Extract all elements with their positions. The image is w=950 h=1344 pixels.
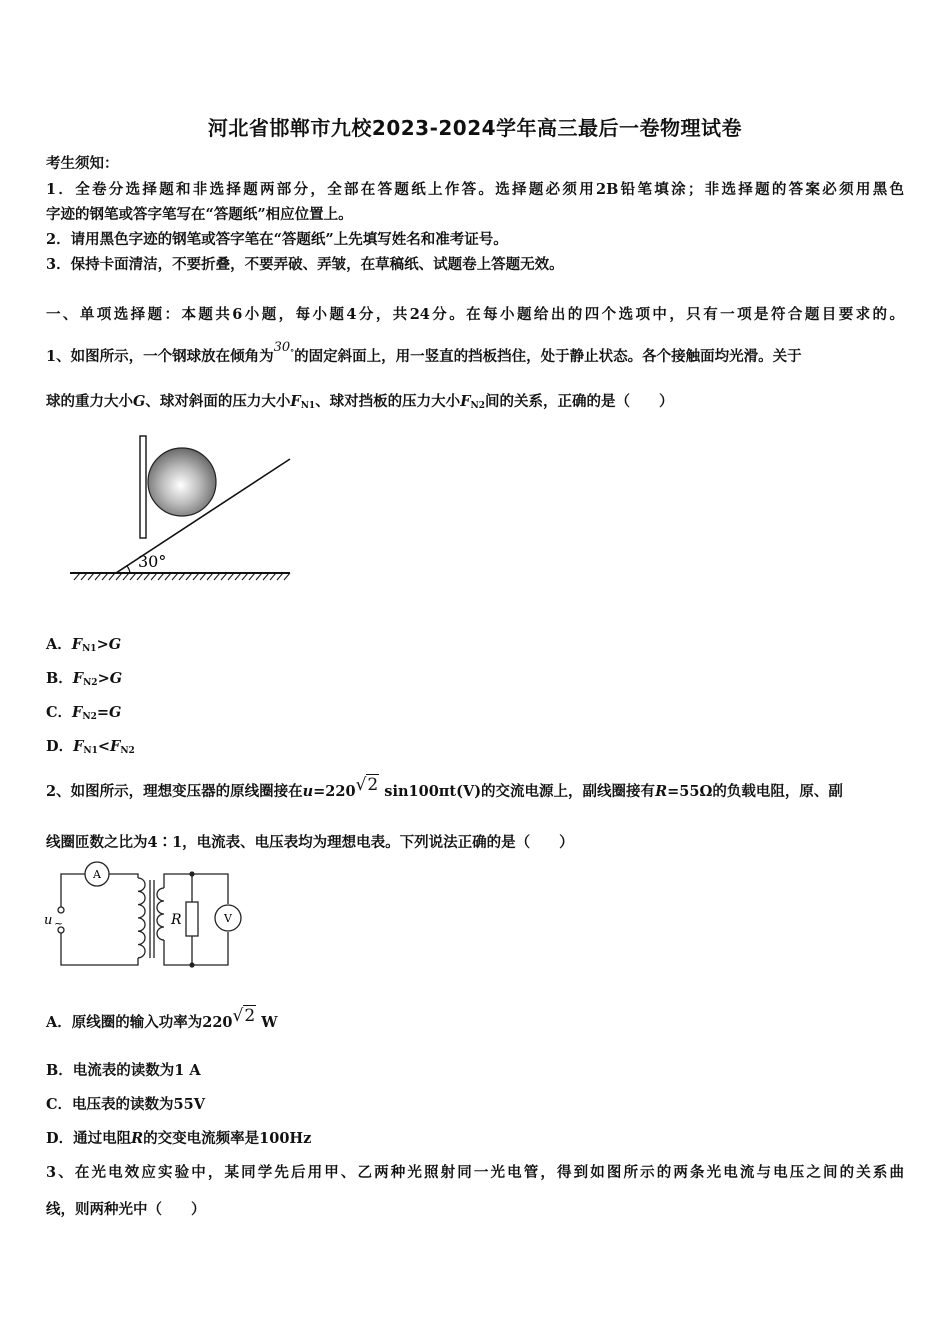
q2-stem-line-2: 线圈匝数之比为4∶1，电流表、电压表均为理想电表。下列说法正确的是（ ） xyxy=(46,834,574,851)
option-symbol: R xyxy=(131,1130,144,1147)
ammeter-label: A xyxy=(93,868,101,881)
q2-option-d[interactable] xyxy=(46,1127,311,1148)
vertical-baffle xyxy=(140,436,146,538)
steel-ball xyxy=(148,448,216,516)
q1-text: 球的重力大小 xyxy=(46,393,133,410)
notice-line-3: 3．保持卡面清洁，不要折叠，不要弄破、弄皱，在草稿纸、试题卷上答题无效。 xyxy=(46,256,564,273)
q2-option-a[interactable] xyxy=(46,1006,278,1032)
q2-option-c[interactable]: C．电压表的读数为55V xyxy=(46,1096,205,1113)
q1-text: 、球对斜面的压力大小 xyxy=(145,393,291,410)
notice-line-2: 2．请用黑色字迹的钢笔或答字笔在“答题纸”上先填写姓名和准考证号。 xyxy=(46,231,508,248)
option-relation: < xyxy=(97,738,111,755)
option-symbol: F xyxy=(72,704,83,721)
q1-incline-figure xyxy=(60,430,300,590)
option-label: B． xyxy=(46,670,73,687)
option-sub: N2 xyxy=(83,678,98,688)
q2-transformer-circuit xyxy=(40,860,250,972)
source-label-u: u xyxy=(44,913,53,928)
resistor-r xyxy=(186,902,198,936)
sqrt-radicand: 2 xyxy=(367,775,379,795)
option-symbol: F xyxy=(72,670,84,687)
angle-arc xyxy=(127,566,130,573)
q2-text: =220 xyxy=(313,783,356,800)
q1-sub-n2: N2 xyxy=(470,401,485,411)
q1-text: 间的关系，正确的是（ ） xyxy=(484,393,674,410)
option-label: A． xyxy=(46,636,72,653)
option-sub: N2 xyxy=(82,712,97,722)
junction-top xyxy=(190,872,194,876)
option-sub: N2 xyxy=(120,746,135,756)
q2-stem-line-1 xyxy=(46,775,906,801)
sqrt-symbol: √2 xyxy=(355,775,379,795)
option-text: W xyxy=(261,1014,278,1031)
option-symbol: F xyxy=(110,738,121,755)
primary-wire-bottom xyxy=(61,933,138,965)
option-text: 的交变电流频率是100Hz xyxy=(143,1130,312,1147)
q2-text: =55Ω的负载电阻，原、副 xyxy=(667,783,843,800)
q1-angle: 30 xyxy=(273,340,291,355)
degree-mark: ° xyxy=(290,347,295,358)
q3-stem-line-1: 3、在光电效应实验中，某同学先后用甲、乙两种光照射同一光电管，得到如图所示的两条光电流与电压之间的关系曲 xyxy=(46,1164,904,1181)
option-symbol: F xyxy=(71,636,83,653)
option-text: D．通过电阻 xyxy=(46,1130,132,1147)
q1-option-a[interactable] xyxy=(46,633,121,654)
sqrt-symbol: √2 xyxy=(232,1006,256,1026)
angle-label: 30° xyxy=(138,552,167,571)
secondary-wire-bottom xyxy=(164,932,228,965)
q2-symbol-u: u xyxy=(302,783,314,800)
q1-stem-text-a: 1、如图所示，一个钢球放在倾角为 xyxy=(46,348,274,365)
q2-symbol-r: R xyxy=(655,783,668,800)
q2-option-b[interactable]: B．电流表的读数为1 A xyxy=(46,1062,201,1079)
q1-option-c[interactable] xyxy=(46,701,121,722)
notice-heading: 考生须知： xyxy=(46,155,119,172)
q3-stem-line-2: 线，则两种光中（ ） xyxy=(46,1201,206,1218)
q1-sub-n1: N1 xyxy=(300,401,316,411)
q1-stem-line-2 xyxy=(46,390,673,411)
ground-hatching xyxy=(74,573,290,580)
q1-symbol-f: F xyxy=(460,393,471,410)
option-relation: =G xyxy=(96,704,122,721)
option-symbol: F xyxy=(73,738,84,755)
primary-wire-top xyxy=(61,874,85,907)
option-relation: >G xyxy=(97,670,123,687)
option-text: A．原线圈的输入功率为220 xyxy=(46,1014,233,1031)
option-relation: >G xyxy=(96,636,122,653)
q2-text: sin100πt(V)的交流电源上，副线圈接有 xyxy=(384,783,656,800)
q1-symbol-f: F xyxy=(290,393,301,410)
q1-text: 、球对挡板的压力大小 xyxy=(315,393,461,410)
page-title: 河北省邯郸市九校2023-2024学年高三最后一卷物理试卷 xyxy=(207,116,743,140)
primary-wire-right xyxy=(109,874,138,878)
option-label: D． xyxy=(46,738,74,755)
q1-stem-text-b: 的固定斜面上，用一竖直的挡板挡住，处于静止状态。各个接触面均光滑。关于 xyxy=(294,348,802,365)
option-sub: N1 xyxy=(82,644,97,654)
source-tilde: ~ xyxy=(54,917,64,930)
option-label: C． xyxy=(46,704,73,721)
q1-option-d[interactable] xyxy=(46,735,135,756)
voltmeter-label: V xyxy=(224,912,232,925)
section-heading: 一、单项选择题：本题共6小题，每小题4分，共24分。在每小题给出的四个选项中，只有一项是符合题目要求的。 xyxy=(46,306,904,323)
primary-coil xyxy=(138,878,145,958)
junction-bottom xyxy=(190,963,194,967)
q1-symbol-g: G xyxy=(133,393,146,410)
sqrt-radicand: 2 xyxy=(244,1006,256,1026)
secondary-wire-top xyxy=(164,874,228,904)
resistor-label: R xyxy=(171,912,182,928)
secondary-coil xyxy=(157,888,164,940)
q2-text: 2、如图所示，理想变压器的原线圈接在 xyxy=(46,783,303,800)
option-sub: N1 xyxy=(83,746,98,756)
notice-line-1b: 字迹的钢笔或答字笔写在“答题纸”相应位置上。 xyxy=(46,206,353,223)
notice-line-1a: 1．全卷分选择题和非选择题两部分，全部在答题纸上作答。选择题必须用2B铅笔填涂；非选择题的答案必须用黑色 xyxy=(46,181,904,198)
q1-stem-line-1 xyxy=(46,340,906,366)
source-terminal-top xyxy=(58,907,64,913)
q1-option-b[interactable] xyxy=(46,667,122,688)
